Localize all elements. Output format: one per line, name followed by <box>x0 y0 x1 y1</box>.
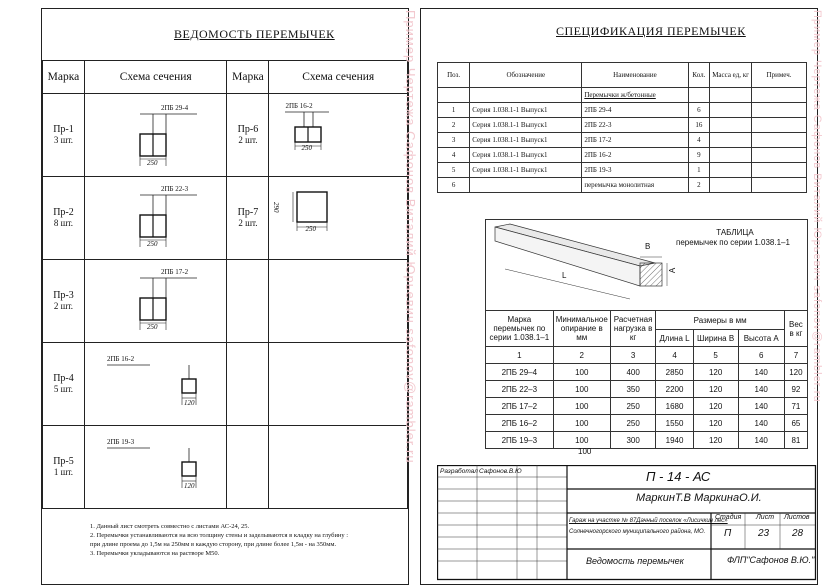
mark-qty: 2 шт. <box>53 301 74 311</box>
section-label: 2ПБ 29-4 <box>160 104 189 112</box>
spec-header-pos: Поз. <box>438 63 470 88</box>
lintel-subtitle: перемычек по серии 1.038.1–1 <box>676 238 790 247</box>
lintel-header-mark: Марка перемычек по серии 1.038.1–1 <box>486 311 554 347</box>
table-row: 2ПБ 16–2 100 250 1550 120 140 65 <box>486 415 808 432</box>
spec-header-mass: Масса ед, кг <box>710 63 752 88</box>
spec-group-title: Перемычки ж/бетонные <box>582 88 688 103</box>
mark-qty: 2 шт. <box>238 135 258 145</box>
mark-cell <box>227 177 269 260</box>
mark-cell <box>43 426 85 509</box>
section-dim: 250 <box>301 144 312 152</box>
mark-qty: 8 шт. <box>53 218 74 228</box>
mark-qty: 3 шт. <box>53 135 74 145</box>
stamp-developer-label: Разработал <box>440 468 478 475</box>
spec-header-name: Наименование <box>582 63 688 88</box>
mark-label: Пр-6 <box>237 124 259 135</box>
spec-group-row <box>438 88 807 103</box>
lintel-header-row <box>486 311 808 330</box>
col-number: 2 <box>553 347 610 364</box>
table-row <box>438 118 807 133</box>
section-drawing <box>85 426 228 509</box>
col-number: 4 <box>656 347 693 364</box>
stamp-sheets-label: Листов <box>784 514 810 521</box>
mark-cell <box>227 94 269 177</box>
spec-qty: 1 <box>688 163 710 178</box>
spec-name: 2ПБ 17-2 <box>582 133 688 148</box>
watermark-right: Пример Чертежа Сафонов Виталий Юрьевич safonov@rambler.ru <box>811 10 823 403</box>
section-dim: 250 <box>146 159 158 167</box>
lintel-header-load: Расчетная нагрузка в кг <box>610 311 656 347</box>
mark-label: Пр-4 <box>53 373 74 384</box>
section-dim: 250 <box>146 323 158 331</box>
stamp-sheet-title: Ведомость перемычек <box>586 556 684 566</box>
section-cell <box>269 426 408 509</box>
section-label: 2ПБ 16-2 <box>285 102 313 110</box>
stamp-developer-name: Сафонов.В.Ю <box>479 468 522 475</box>
mark-qty: 5 шт. <box>53 384 74 394</box>
mark-label: Пр-1 <box>53 124 74 135</box>
section-cell <box>84 343 227 426</box>
lintel-header-weight: Вес в кг <box>784 311 807 347</box>
spec-table <box>437 62 807 193</box>
spec-header-note: Примеч. <box>752 63 807 88</box>
spec-title: СПЕЦИФИКАЦИЯ ПЕРЕМЫЧЕК <box>556 24 746 38</box>
section-cell <box>84 177 227 260</box>
mark-cell <box>227 426 269 509</box>
spec-name: 2ПБ 29-4 <box>582 103 688 118</box>
lintel-header-height: Высота А <box>738 330 784 347</box>
spec-header-row <box>438 63 807 88</box>
spec-qty: 9 <box>688 148 710 163</box>
header-scheme-left: Схема сечения <box>84 61 227 94</box>
spec-qty: 16 <box>688 118 710 133</box>
table-row <box>43 94 408 177</box>
mark-cell <box>43 260 85 343</box>
section-dim: 250 <box>305 225 316 233</box>
lintel-label-a: А <box>668 267 678 274</box>
section-cell <box>84 426 227 509</box>
mark-label: Пр-7 <box>237 207 259 218</box>
table-row: 2ПБ 17–2 100 250 1680 120 140 71 <box>486 398 808 415</box>
vedomost-title: ВЕДОМОСТЬ ПЕРЕМЫЧЕК <box>174 27 335 41</box>
mark-qty: 2 шт. <box>238 218 258 228</box>
vedomost-header-row <box>43 61 408 94</box>
header-scheme-right: Схема сечения <box>269 61 408 94</box>
col-number: 6 <box>738 347 784 364</box>
section-drawing <box>269 177 408 260</box>
section-cell <box>84 260 227 343</box>
spec-name: перемычка монолитная <box>582 178 688 193</box>
section-cell <box>269 343 408 426</box>
spec-designation <box>470 178 582 193</box>
mark-label: Пр-3 <box>53 290 74 301</box>
stamp-company: ФЛП"Сафонов В.Ю." <box>727 555 815 565</box>
table-row <box>438 133 807 148</box>
table-row <box>438 163 807 178</box>
mark-label: Пр-5 <box>53 456 74 467</box>
vedomost-table <box>42 60 408 509</box>
section-cell <box>269 94 408 177</box>
stamp-project-line2: Солнечногорского муниципального района, МО. <box>569 529 706 535</box>
mark-cell <box>43 177 85 260</box>
lintel-label-l: L <box>562 271 567 280</box>
section-cell <box>84 94 227 177</box>
header-mark-right: Марка <box>227 61 269 94</box>
lintel-extra-value: 100 <box>578 447 592 456</box>
stamp-sheet: 23 <box>758 528 770 539</box>
lintel-header-length: Длина L <box>656 330 693 347</box>
lintel-header-sizes: Размеры в мм <box>656 311 784 330</box>
spec-header-designation: Обозначение <box>470 63 582 88</box>
spec-qty: 4 <box>688 133 710 148</box>
spec-pos: 3 <box>438 133 470 148</box>
spec-pos: 2 <box>438 118 470 133</box>
lintel-label-b: В <box>645 242 651 251</box>
note-line: при длине проема до 1,5м на 250мм в каждую сторону, при длине более 1,5м - на 350мм. <box>90 541 337 548</box>
lintel-header-width: Ширина В <box>693 330 738 347</box>
lintel-table <box>485 310 808 449</box>
spec-name: 2ПБ 22-3 <box>582 118 688 133</box>
col-number: 1 <box>486 347 554 364</box>
stamp-stage: П <box>724 528 732 539</box>
section-dim: 120 <box>183 399 195 407</box>
table-row <box>438 103 807 118</box>
spec-pos: 1 <box>438 103 470 118</box>
section-label: 2ПБ 16-2 <box>106 355 135 363</box>
table-row: 2ПБ 19–3 100 300 1940 120 140 81 <box>486 432 808 449</box>
stamp-code: П - 14 - АС <box>646 469 711 484</box>
section-cell <box>269 260 408 343</box>
watermark-left: Пример Чертежа Сафонов Виталий Юрьевич safonov@rambler.ru <box>403 10 418 464</box>
section-drawing <box>85 343 228 426</box>
section-cell <box>269 177 408 260</box>
table-row: 2ПБ 22–3 100 350 2200 120 140 92 <box>486 381 808 398</box>
stamp-sheets: 28 <box>792 528 804 539</box>
spec-qty: 6 <box>688 103 710 118</box>
mark-cell <box>227 343 269 426</box>
lintel-colnum-row <box>486 347 808 364</box>
mark-cell <box>43 94 85 177</box>
spec-designation: Серия 1.038.1-1 Выпуск1 <box>470 103 582 118</box>
spec-name: 2ПБ 16-2 <box>582 148 688 163</box>
lintel-title: ТАБЛИЦА <box>716 228 754 237</box>
table-row <box>43 260 408 343</box>
table-row: 2ПБ 29–4 100 400 2850 120 140 120 <box>486 364 808 381</box>
stamp-sheet-label: Лист <box>756 514 775 521</box>
section-label: 2ПБ 17-2 <box>160 268 189 276</box>
section-label: 2ПБ 19-3 <box>106 438 135 446</box>
mark-label: Пр-2 <box>53 207 74 218</box>
section-dim-vertical: 290 <box>272 202 281 213</box>
section-dim: 250 <box>146 240 158 248</box>
notes-block <box>90 522 348 558</box>
spec-pos: 6 <box>438 178 470 193</box>
spec-pos: 5 <box>438 163 470 178</box>
lintel-table-title <box>676 228 790 248</box>
lintel-header-min-support: Минимальное опирание в мм <box>553 311 610 347</box>
table-row <box>43 343 408 426</box>
table-row <box>43 426 408 509</box>
spec-pos: 4 <box>438 148 470 163</box>
mark-qty: 1 шт. <box>53 467 74 477</box>
table-row <box>438 178 807 193</box>
mark-cell <box>43 343 85 426</box>
note-line: 1. Данный лист смотреть совместно с листами АС-24, 25. <box>90 523 250 530</box>
section-drawing <box>269 94 408 177</box>
col-number: 5 <box>693 347 738 364</box>
spec-designation: Серия 1.038.1-1 Выпуск1 <box>470 163 582 178</box>
note-line: 3. Перемычки укладываются на растворе М50. <box>90 550 220 557</box>
note-line: 2. Перемычки устанавливаются на всю толщину стены и заделываются в кладку на глубину : <box>90 532 349 539</box>
stamp-project-line1: Гараж на участке № 87Дачный поселок «Лисичкин лес» <box>569 518 728 524</box>
header-mark-left: Марка <box>43 61 85 94</box>
mark-cell <box>227 260 269 343</box>
table-row <box>43 177 408 260</box>
spec-designation: Серия 1.038.1-1 Выпуск1 <box>470 148 582 163</box>
spec-qty: 2 <box>688 178 710 193</box>
section-dim: 120 <box>183 482 195 490</box>
spec-designation: Серия 1.038.1-1 Выпуск1 <box>470 133 582 148</box>
table-row <box>438 148 807 163</box>
section-label: 2ПБ 22-3 <box>160 185 189 193</box>
col-number: 7 <box>784 347 807 364</box>
col-number: 3 <box>610 347 656 364</box>
stamp-authors: МаркинТ.В МаркинаО.И. <box>636 492 762 504</box>
spec-name: 2ПБ 19-3 <box>582 163 688 178</box>
spec-header-qty: Кол. <box>688 63 710 88</box>
stamp-stage-label: Стадия <box>715 514 742 521</box>
spec-designation: Серия 1.038.1-1 Выпуск1 <box>470 118 582 133</box>
